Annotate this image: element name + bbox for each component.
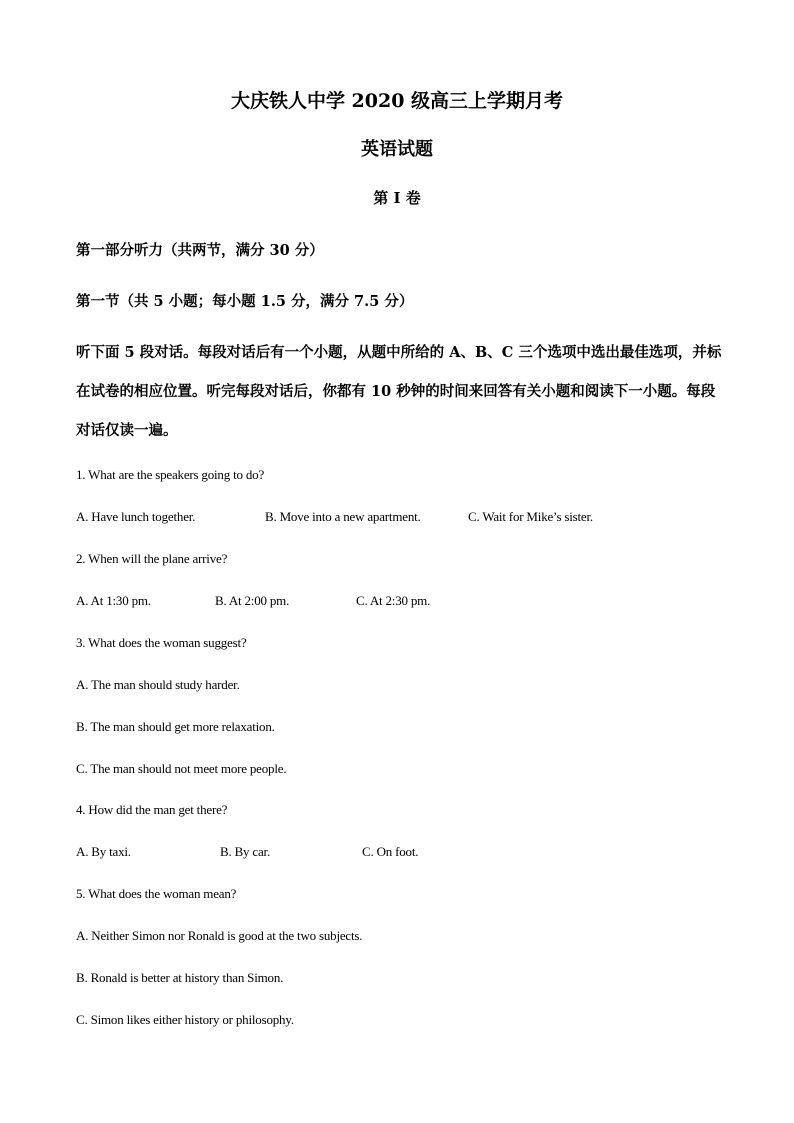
question-3-option-b: B. The man should get more relaxation. xyxy=(76,719,275,734)
question-1-stem: 1. What are the speakers going to do? xyxy=(76,467,265,482)
question-2-option-c: C. At 2:30 pm. xyxy=(356,593,431,608)
question-2-option-b: B. At 2:00 pm. xyxy=(215,593,290,608)
question-4-option-c: C. On foot. xyxy=(362,844,419,859)
listening-instructions: 听下面 5 段对话。每段对话后有一个小题，从题中所给的 A、B、C 三个选项中选出最佳选项，并标在试卷的相应位置。听完每段对话后，你都有 10 秒钟的时间来回答有关小题和阅读下一小题。每段对话仅读一遍。 xyxy=(76,344,722,439)
question-3-option-a: A. The man should study harder. xyxy=(76,677,240,692)
question-1-option-a: A. Have lunch together. xyxy=(76,509,196,524)
volume-label: 第 I 卷 xyxy=(373,189,421,207)
question-5-stem: 5. What does the woman mean? xyxy=(76,886,237,901)
question-5-option-a: A. Neither Simon nor Ronald is good at the two subjects. xyxy=(76,928,363,943)
question-2-option-a: A. At 1:30 pm. xyxy=(76,593,151,608)
question-2-stem: 2. When will the plane arrive? xyxy=(76,551,228,566)
exam-title: 大庆铁人中学 2020 级高三上学期月考 xyxy=(230,90,564,112)
question-4-stem: 4. How did the man get there? xyxy=(76,802,228,817)
exam-subtitle: 英语试题 xyxy=(361,139,433,160)
question-3-stem: 3. What does the woman suggest? xyxy=(76,635,247,650)
question-1-option-b: B. Move into a new apartment. xyxy=(265,509,421,524)
question-5-option-b: B. Ronald is better at history than Simon. xyxy=(76,970,284,985)
question-4-option-b: B. By car. xyxy=(220,844,270,859)
question-4-option-a: A. By taxi. xyxy=(76,844,131,859)
question-3-option-c: C. The man should not meet more people. xyxy=(76,761,287,776)
question-1-option-c: C. Wait for Mike’s sister. xyxy=(468,509,593,524)
subsection-heading: 第一节（共 5 小题；每小题 1.5 分，满分 7.5 分） xyxy=(76,293,414,310)
part-heading: 第一部分听力（共两节，满分 30 分） xyxy=(76,242,324,259)
question-5-option-c: C. Simon likes either history or philosophy. xyxy=(76,1012,294,1027)
